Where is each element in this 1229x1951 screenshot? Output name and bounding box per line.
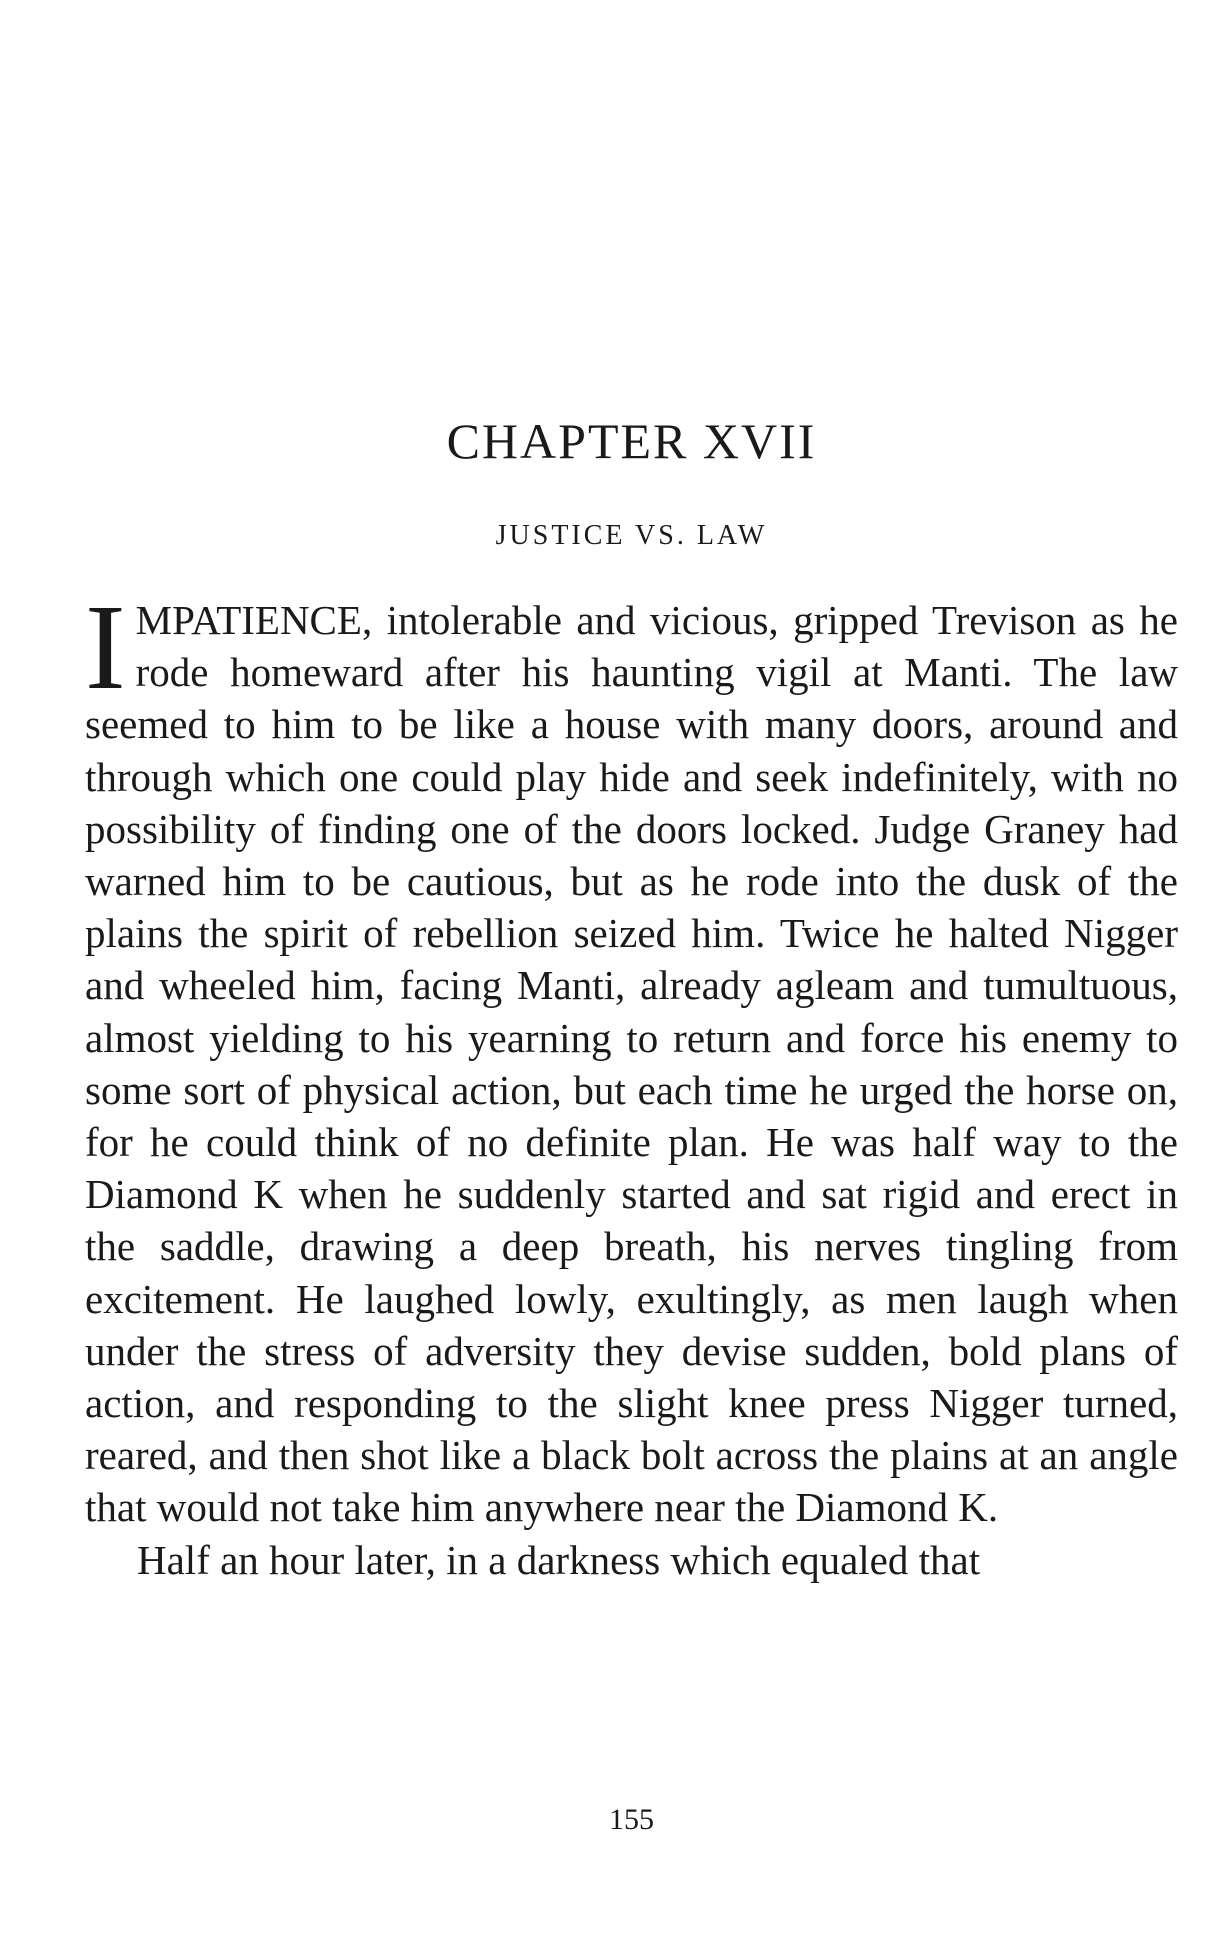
book-page	[85, 0, 1178, 1951]
paragraph-1-text: MPATIENCE, intolerable and vicious, gripped Trevison as he rode homeward after his haunting vigil at Manti. The law seemed to him to be like a house with many doors, around and through which one could play hide and seek indefinitely, with no possibility of finding one of the doors locked. Judge Graney had warned him to be cautious, but as he rode into the dusk of the plains the spirit of rebellion seized him. Twice he halted Nigger and wheeled him, facing Manti, already agleam and tumultuous, almost yielding to his yearning to return and force his enemy to some sort of physical action, but each time he urged the horse on, for he could think of no definite plan. He was half way to the Diamond K when he suddenly started and sat rigid and erect in the saddle, drawing a deep breath, his nerves tingling from excitement. He laughed lowly, exultingly, as men laugh when under the stress of adversity they devise sudden, bold plans of action, and responding to the slight knee press Nigger turned, reared, and then shot like a black bolt across the plains at an angle that would not take him anywhere near the Diamond K.	[85, 597, 1178, 1531]
chapter-body	[85, 580, 1178, 1586]
chapter-subtitle: JUSTICE VS. LAW	[495, 520, 768, 551]
paragraph-2: Half an hour later, in a darkness which equaled that	[137, 1536, 981, 1583]
paragraph-1	[85, 580, 1178, 1534]
page-number: 155	[609, 1803, 654, 1836]
drop-cap: I	[85, 580, 126, 715]
chapter-title: CHAPTER XVII	[446, 413, 817, 469]
